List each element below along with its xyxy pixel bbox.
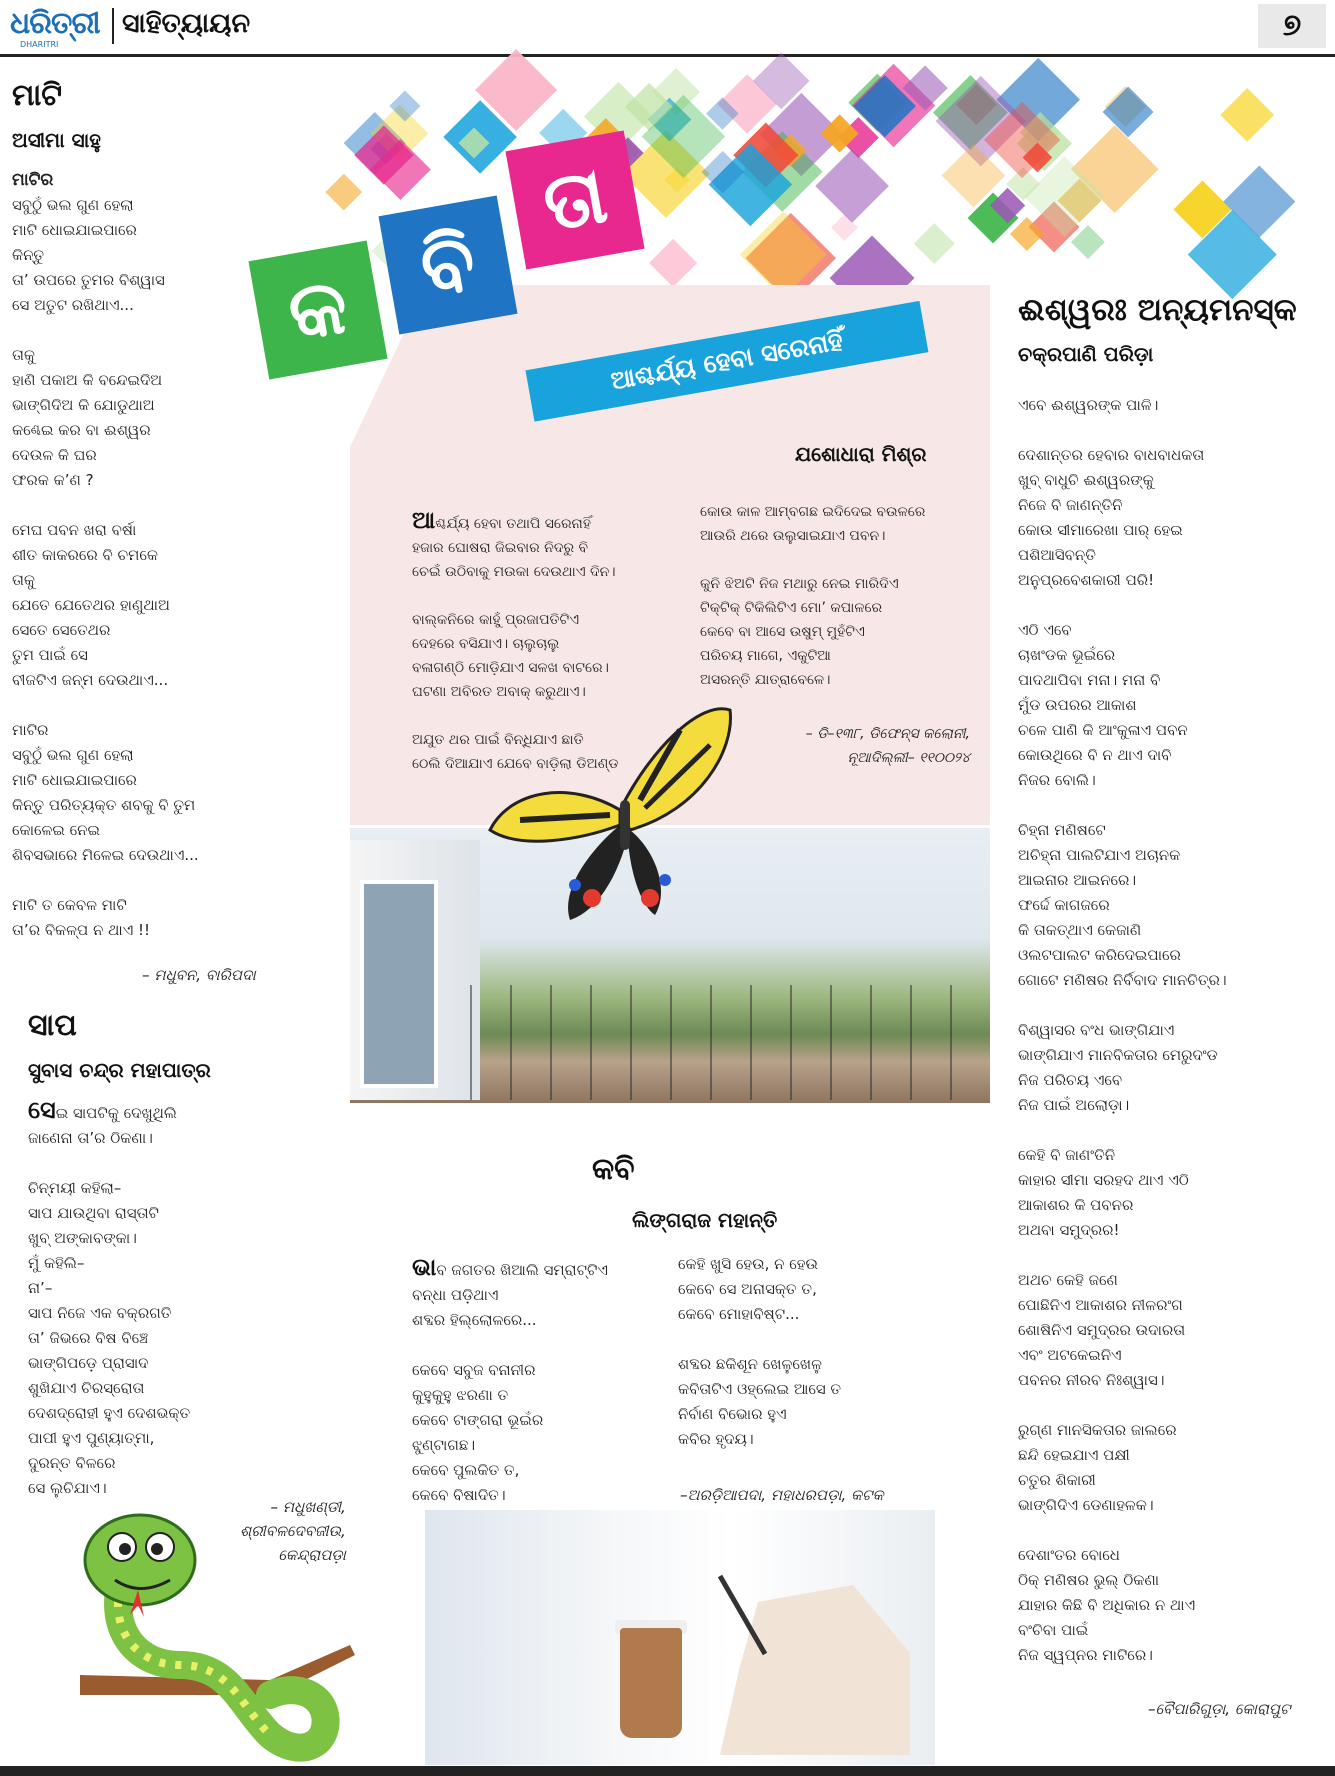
poem-line: ହାଣି ପକାଅ କି ବନ୍ଦେଇଦିଅ — [12, 371, 163, 389]
poem-line: ଖୁବ୍ ଅଙ୍କାବଙ୍କା। — [28, 1229, 137, 1247]
poem-body-col2 — [700, 500, 970, 692]
stanza — [1018, 1018, 1318, 1118]
dharitri-logo: ଧରିତ୍ରୀ — [10, 6, 100, 41]
stanza — [1018, 1418, 1318, 1518]
place-line: ଶ୍ରୀବଳଦେବଜୀଉ, — [240, 1522, 346, 1540]
poem-line: ଶିବସଭାରେ ମିଳେଇ ଦେଉଥାଏ... — [12, 846, 199, 864]
banner-letter-tile — [505, 130, 644, 269]
place-line: ନୂଆଦିଲ୍ଲୀ– ୧୧୦୦୨୪ — [847, 750, 970, 766]
poem-line: ହଜାର ଘୋଷରା ଜିଇବାର ନିଦରୁ ବି — [412, 540, 589, 556]
poem-line-text: ଇ ସାପଟିକୁ ଦେଖୁଥିଲି — [55, 1104, 177, 1122]
poem-line: ଏବେ ଈଶ୍ୱରଙ୍କ ପାଳି। — [1018, 396, 1159, 414]
poem-line: ବୀଜଟିଏ ଜନ୍ମ ଦେଉଥାଏ... — [12, 671, 169, 689]
poem-line: ଶୋଷିନିଏ ସମୁଦ୍ରର ଉଦାରତା — [1018, 1321, 1186, 1339]
poem-line: ନିଜର ବୋଲି। — [1018, 771, 1096, 789]
footer-bar — [0, 1766, 1335, 1776]
poem-place: –ବୈପାରିଗୁଡ଼ା, କୋରାପୁଟ — [1148, 1700, 1291, 1718]
stanza — [700, 572, 970, 692]
poem-line: ନା’– — [28, 1279, 53, 1297]
poem-line: ଭାଙ୍ଗିଯାଏ ମାନବିକତାର ମେରୁଦଂଡ — [1018, 1046, 1218, 1064]
page-number: ୭ — [1258, 4, 1326, 48]
stanza — [12, 168, 312, 318]
poem-body-col2 — [678, 1252, 938, 1452]
poem-line: କେବେ ମୋହାବିଷ୍ଟ... — [678, 1305, 800, 1323]
banner-square — [649, 239, 697, 287]
poem-line: ଦୁରନ୍ତ ବିଳରେ — [28, 1454, 116, 1472]
poem-line: ଛନ୍ଦି ହେଇଯାଏ ପକ୍ଷୀ — [1018, 1446, 1130, 1464]
poem-author: ଚକ୍ରପାଣି ପରିଡ଼ା — [1018, 342, 1154, 366]
poem-line: ତାକୁ — [12, 571, 36, 589]
poem-line: ମୁଁ କହିଲି– — [28, 1254, 85, 1272]
stanza — [12, 343, 312, 493]
poem-line: କୁହୁକୁହୁ ଝରଣା ତ — [412, 1386, 509, 1404]
poem-line: କିନ୍ତୁ — [12, 246, 45, 264]
poem-line: ଅନୁପ୍ରବେଶକାରୀ ପରି! — [1018, 571, 1155, 589]
poem-body — [28, 1098, 328, 1526]
poem-line: ଆଇନାର ଆଇନରେ। — [1018, 871, 1137, 889]
stanza — [1018, 1543, 1318, 1668]
place-line: – ଡି–୧୩୮, ଡିଫେନ୍ସ କଲୋନୀ, — [805, 726, 970, 742]
poem-line: କେବେ ବିଷାଦିତ। — [412, 1486, 506, 1504]
poem-line: ଚଳେ ପାଣି କି ଆଂକୁଳାଏ ପବନ — [1018, 721, 1188, 739]
poem-line: ଆଉରି ଥରେ ଉଲୁସାଇଯାଏ ପବନ। — [700, 528, 886, 544]
poem-line: ତା’ ଉପରେ ତୁମର ବିଶ୍ୱାସ — [12, 271, 165, 289]
stanza — [678, 1352, 938, 1452]
poem-line: ନିର୍ବାଣ ବିଭୋର ହୁଏ — [678, 1405, 787, 1423]
poem-body-col1 — [412, 1255, 662, 1508]
poem-line: କେବେ ଟାଙ୍ଗରା ଭୂଇଁର — [412, 1411, 544, 1429]
stanza — [1018, 818, 1318, 993]
poem-line — [28, 1098, 328, 1126]
poem-line: ଶୀତ କାକରରେ ବି ଚମକେ — [12, 546, 158, 564]
poem-line: କବିର ହୃଦୟ। — [678, 1430, 754, 1448]
poem-line: ପରିଚୟ ମାଗେ, ଏକୁଟିଆ — [700, 648, 831, 664]
stanza — [412, 1358, 662, 1508]
banner-letter: ତା — [536, 150, 614, 250]
stanza — [28, 1176, 328, 1501]
poem-line: ଦେଶଦ୍ରୋହୀ ହୁଏ ଦେଶଭକ୍ତ — [28, 1404, 191, 1422]
poem-line: ଅସରନ୍ତି ଯାତ୍ରାବେଳେ। — [700, 672, 831, 688]
coffee-cup — [620, 1628, 682, 1738]
poem-line: ଦେଶାନ୍ତର ହେବାର ବାଧବାଧକତା — [1018, 446, 1205, 464]
poem-author: ସୁବାସ ଚନ୍ଦ୍ର ମହାପାତ୍ର — [28, 1058, 211, 1082]
poem-line: କେବେ ସବୁଜ ବନାନୀର — [412, 1361, 536, 1379]
poem-line: ଅଯୁତ ଥର ପାଇଁ ବିନ୍ଧିଯାଏ ଛାତି — [412, 732, 584, 748]
poem-line: କଣ୍ଢେଇ କର ବା ଈଶ୍ୱର — [12, 421, 151, 439]
poem-line: ତାକୁ — [12, 346, 36, 364]
poem-body — [1018, 393, 1318, 1668]
poem-line: ଚତୁର ଶିକାରୀ — [1018, 1471, 1096, 1489]
poem-line: ଶବ୍ଦର ହିଲ୍ଲୋଳରେ... — [412, 1311, 537, 1329]
stanza — [700, 500, 970, 548]
stanza — [1018, 443, 1318, 593]
poem-line: ପାଦଥାପିବା ମନା। ମନା ବି — [1018, 671, 1161, 689]
poem-body — [12, 168, 312, 943]
poem-line: ବିଶ୍ୱାସର ବଂଧ ଭାଙ୍ଗିଯାଏ — [1018, 1021, 1175, 1039]
poem-line: ସେତେ ସେତେଥର — [12, 621, 111, 639]
stanza — [412, 508, 697, 584]
poem-line: ମାଟି ଧୋଇଯାଇପାରେ — [12, 221, 137, 239]
poem-line: ପବନର ନୀରବ ନିଃଶ୍ୱାସ। — [1018, 1371, 1165, 1389]
poem-line: ଚାଖଂଡକ ଭୂଇଁରେ — [1018, 646, 1116, 664]
stanza — [1018, 1268, 1318, 1393]
poem-place: – ମଧୁବନ, ବାରିପଦା — [142, 966, 256, 984]
poem-author: ଅସୀମା ସାହୁ — [12, 128, 101, 152]
poem-line: ପାପୀ ହୁଏ ପୁଣ୍ୟାତ୍ମା, — [28, 1429, 155, 1447]
poem-line: ଚିନ୍ମୟୀ କହିଲା– — [28, 1179, 122, 1197]
poem-line: ମାଟିର — [12, 721, 49, 739]
poem-line: ଫର୍ଦ୍ଦେ କାଗଜରେ — [1018, 896, 1110, 914]
poem-line: ଦେଶାଂତର ବୋଧେ — [1018, 1546, 1120, 1564]
header-divider — [112, 8, 114, 44]
poem-line: ତା’ର ବିକଳ୍ପ ନ ଥାଏ !! — [12, 921, 151, 939]
poem-line: କେବେ ପୁଲକିତ ତ, — [412, 1461, 520, 1479]
poem-line: କି ତାକତ୍‌ଥାଏ କେଜାଣି — [1018, 921, 1142, 939]
dharitri-logo-subtext: DHARITRI — [20, 40, 59, 49]
poem-line: ସେ ଅତୁଟ ରଖିଥାଏ... — [12, 296, 134, 314]
poem-line: କୋଉ ସୀମାରେଖା ପାର୍ ହେଇ — [1018, 521, 1183, 539]
poem-line: କବିତାଟିଏ ଓହ୍ଲେଇ ଆସେ ତ — [678, 1380, 842, 1398]
poem-line: ଖୁବ୍ ବାଧୁଚି ଈଶ୍ୱରଙ୍କୁ — [1018, 471, 1154, 489]
poem-line: ନିଜେ ବି ଜାଣନ୍ତିନି — [1018, 496, 1123, 514]
poem-line: ଚେଇଁ ଉଠିବାକୁ ମଉକା ଦେଉଥାଏ ଦିନ। — [412, 564, 616, 580]
place-line: – ମଧୁଖଣ୍ଡୀ, — [270, 1498, 346, 1516]
poem-line: ଟିକ୍‌ଟିକ୍ ଟିକିଲିଟିଏ ମୋ’ କପାଳରେ — [700, 600, 883, 616]
poem-line-text: ବ ଜଗତର ଖିଆଲି ସମ୍ରାଟ୍‌ଟିଏ — [436, 1261, 608, 1279]
poem-title: ଈଶ୍ୱରଃ ଅନ୍ୟମନସ୍କ — [1018, 292, 1297, 328]
poem-line: ଦେଉଳ କି ଘର — [12, 446, 97, 464]
poem-line: ଏଠି ଏବେ — [1018, 621, 1072, 639]
poem-line: ସାପ ଯାଉଥିବା ରାସ୍ତାଟି — [28, 1204, 159, 1222]
poem-line: ମେଘ ପବନ ଖରା ବର୍ଷା — [12, 521, 137, 539]
banner-square — [1220, 88, 1274, 142]
stanza — [412, 608, 697, 704]
poem-line — [412, 1255, 662, 1283]
poem-line: ଜାଣେନା ତା’ର ଠିକଣା। — [28, 1129, 153, 1147]
stanza — [12, 718, 312, 868]
poem-line: ଠେଲି ଦିଆଯାଏ ଯେବେ ବାଡ଼ିଲା ଡିଅଣ୍ଡ — [412, 756, 619, 772]
poem-line: କେହି ବି ଜାଣଂତିନି — [1018, 1146, 1116, 1164]
stanza — [678, 1252, 938, 1327]
poem-line: ଏବଂ ଅଟକେଇନିଏ — [1018, 1346, 1122, 1364]
poem-line: ତୁମ ପାଇଁ ସେ — [12, 646, 88, 664]
poem-title: ସାପ — [28, 1008, 77, 1043]
poem-line: ଓଲଟପାଲଟ କରିଦେଇପାରେ — [1018, 946, 1181, 964]
poem-line: କେହି ଖୁସି ହେଉ, ନ ହେଉ — [678, 1255, 819, 1273]
stanza — [1018, 1143, 1318, 1243]
poem-line: ନିଜ ପାଇଁ ଅଲୋଡ଼ା। — [1018, 1096, 1130, 1114]
poem-title: ମାଟି — [12, 78, 63, 113]
stanza — [28, 1098, 328, 1151]
poem-line: ଆକାଶର କି ପବନର — [1018, 1196, 1134, 1214]
poem-line: ସବୁଠୁଁ ଭଲ ଗୁଣ ହେଲା — [12, 196, 134, 214]
poem-line: କୁନି ଝିଅଟି ନିଜ ମଥାରୁ ନେଇ ମାରିଦିଏ — [700, 576, 899, 592]
poem-line: ଦେହରେ ବସିଯାଏ। ଚାଲୁଚାଲୁ — [412, 636, 560, 652]
poem-line: ବାଲ୍‌କନିରେ କାହୁଁ ପ୍ରଜାପତିଟିଏ — [412, 612, 580, 628]
poem-line: କେବେ ସେ ଅନାସକ୍ତ ତ, — [678, 1280, 817, 1298]
poem-place — [740, 722, 970, 770]
poem-line: ନିଜ ସ୍ୱପ୍ନର ମାଟିରେ। — [1018, 1646, 1153, 1664]
poem-line: ଗୋଟେ ମଣିଷର ନିର୍ବିବାଦ ମାନଚିତ୍ର। — [1018, 971, 1227, 989]
banner-square — [326, 173, 362, 209]
poem-line: ଭାଙ୍ଗିପଡ଼େ ପ୍ରାସାଦ — [28, 1354, 149, 1372]
poem-line: ଫରକ କ’ଣ ? — [12, 471, 94, 489]
banner-square — [914, 223, 954, 263]
poem-line: ମୁଁଡ ଉପରର ଆକାଶ — [1018, 696, 1137, 714]
poem-line: ବନ୍ଧା ପଡ଼ିଥାଏ — [412, 1286, 499, 1304]
poem-line: ମାଟିର — [12, 170, 54, 190]
poem-line: ଅଥବା ସମୁଦ୍ରର! — [1018, 1221, 1120, 1239]
poem-line: ରୁଗ୍‌ଣ ମାନସିକତାର ଜାଲରେ — [1018, 1421, 1177, 1439]
poem-line: ଭାଙ୍ଗିଦିଅ କି ଯୋଡୁଥାଅ — [12, 396, 155, 414]
stanza — [1018, 393, 1318, 418]
poem-line: ମାଟି ତ କେବଳ ମାଟି — [12, 896, 127, 914]
poem-line: ଶବ୍ଦର ଛକିଶୂନ ଖେଳୁଖେଳୁ — [678, 1355, 822, 1373]
poem-line: ପଶିଆସିବନ୍ତି — [1018, 546, 1096, 564]
poem-line: ସାପ ନିଜେ ଏକ ବକ୍ରଗତି — [28, 1304, 172, 1322]
poem-line-text: ଶ୍ଚର୍ଯ୍ୟ ହେବା ତଥାପି ସରେନାହିଁ — [435, 516, 591, 532]
poem-line: ବଂଚିବା ପାଇଁ — [1018, 1621, 1089, 1639]
poem-line: ପୋଛିନିଏ ଆକାଶର ନୀଳରଂଗ — [1018, 1296, 1183, 1314]
poem-line: ଅଥଚ କେହି ଜଣେ — [1018, 1271, 1118, 1289]
balcony-window — [360, 880, 438, 1088]
snake-illustration — [70, 1505, 360, 1765]
poem-body-col1 — [412, 508, 697, 776]
banner-letter-tile — [378, 195, 517, 334]
banner-square — [815, 149, 889, 223]
poem-line: ବଳାଗଣ୍ଠି ମୋଡ଼ିଯାଏ ସଳଖ ବାଟରେ। — [412, 660, 609, 676]
poem-line: ମାଟି ଧୋଇଯାଇପାରେ — [12, 771, 137, 789]
poem-line: କୋଳେଇ ନେଇ — [12, 821, 100, 839]
poem-title: କବି — [592, 1152, 635, 1187]
poem-line: ଶୁଖିଯାଏ ଚିରସ୍ରୋତା — [28, 1379, 145, 1397]
poem-line: ଚିହ୍ନା ମଣିଷଟେ — [1018, 821, 1106, 839]
poem-place: –ଅରଡ଼ିଆପଦା, ମହାଧରପଡ଼ା, କଟକ — [680, 1486, 884, 1504]
poem-line: ସେ ଲୁଚିଯାଏ। — [28, 1479, 107, 1497]
stanza — [1018, 618, 1318, 793]
stanza — [12, 518, 312, 693]
poem-line: କୋଉ କାଳ ଆମ୍ବଗଛ ଇଦିଦେଇ ବଉଳରେ — [700, 504, 926, 520]
dropcap: ଆ — [412, 506, 436, 534]
poem-line: କାହାର ସୀମା ସରହଦ ଥାଏ ଏଠି — [1018, 1171, 1189, 1189]
banner-subtitle-ribbon: ଆଶ୍ଚର୍ଯ୍ୟ ହେବା ସରେନାହିଁ — [525, 301, 928, 422]
section-title: ସାହିତ୍ୟାୟନ — [122, 8, 251, 39]
poem-line: ଠିକ୍ ମଣିଷର ଭୁଲ୍ ଠିକଣା — [1018, 1571, 1160, 1589]
poem-line: ଅଚିହ୍ନା ପାଲଟିଯାଏ ଅଚାନକ — [1018, 846, 1181, 864]
place-line: କେନ୍ଦ୍ରାପଡ଼ା — [278, 1546, 346, 1564]
banner-square — [740, 212, 826, 298]
poem-line: ଯାହାର କିଛି ବି ଅଧିକାର ନ ଥାଏ — [1018, 1596, 1196, 1614]
poem-author: ଯଶୋଧାରା ମିଶ୍ର — [795, 442, 927, 466]
poem-line: କିନ୍ତୁ ପରିତ୍ୟକ୍ତ ଶବକୁ ବି ତୁମ — [12, 796, 196, 814]
poem-line: ନିଜ ପରିଚୟ ଏବେ — [1018, 1071, 1123, 1089]
poem-line — [412, 508, 697, 536]
stanza — [412, 728, 697, 776]
poem-line: ତା’ ଜିଭରେ ବିଷ ବିଞ୍ଚେ — [28, 1329, 149, 1347]
dropcap: ସେ — [28, 1096, 56, 1124]
balcony-railing — [470, 985, 990, 1100]
stanza — [12, 893, 312, 943]
banner-letter: ବି — [413, 216, 483, 314]
poem-author: ଲିଙ୍ଗରାଜ ମହାନ୍ତି — [632, 1208, 778, 1232]
banner-letter: କ — [281, 260, 355, 360]
poem-line: ଯେତେ ଯେତେଥର ହାଣୁଥାଅ — [12, 596, 170, 614]
poem-line: ଭାଙ୍ଗିଦିଏ ଡେଣାହଳକ। — [1018, 1496, 1154, 1514]
stanza — [412, 1255, 662, 1333]
poem-line: କୋଉଥିରେ ବି ନ ଥାଏ ଦାବି — [1018, 746, 1172, 764]
poem-line: ଝୁଣ୍ଟାଗଛ। — [412, 1436, 476, 1454]
dropcap: ଭା — [412, 1253, 437, 1281]
poem-line: ସବୁଠୁଁ ଭଲ ଗୁଣ ହେଲା — [12, 746, 134, 764]
poem-line: ଘଟଣା ଅବିରତ ଅବାକ୍ କରୁଥାଏ। — [412, 684, 586, 700]
poem-line: କେବେ ବା ଆସେ ଉଷୁମ୍ ମୁହଁଟିଏ — [700, 624, 865, 640]
